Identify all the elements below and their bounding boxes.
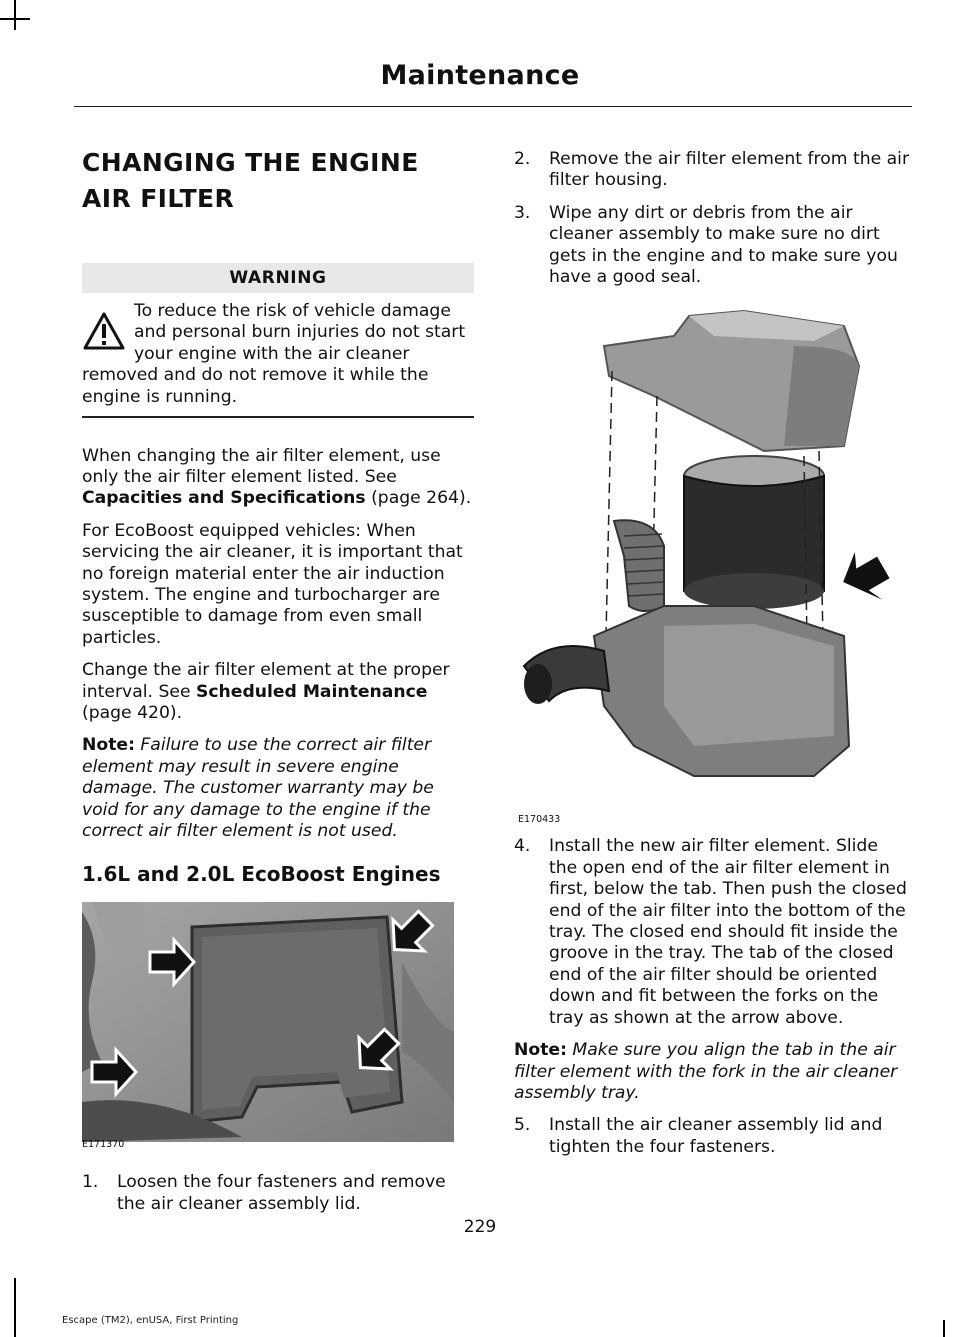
step-text: Loosen the four fasteners and remove the air cleaner assembly lid. <box>117 1172 446 1214</box>
step-number: 4. <box>514 836 531 857</box>
air-cleaner-illustration <box>514 306 910 806</box>
interval-suffix: (page 420). <box>82 703 183 723</box>
page-number: 229 <box>463 1217 497 1237</box>
step-item <box>514 203 910 289</box>
crop-mark-bottom-left-v <box>14 1278 16 1337</box>
right-column <box>514 145 910 1158</box>
footer-text: Escape (TM2), enUSA, First Printing <box>62 1315 239 1326</box>
crop-mark-top-left-v <box>14 0 16 30</box>
step-number: 2. <box>514 149 531 169</box>
crop-mark-top-left-h <box>0 18 30 20</box>
header-divider <box>74 106 912 107</box>
step-number: 3. <box>514 202 531 223</box>
figure-air-cleaner-exploded <box>514 306 910 826</box>
page-header-title: Maintenance <box>380 60 580 91</box>
warning-text: To reduce the risk of vehicle damage and personal burn injuries do not start your engine with the air cleaner removed and do not remove it while the engine is running. <box>82 301 466 407</box>
warning-divider <box>82 416 474 418</box>
note-text: Make sure you align the tab in the air filter element with the fork in the air cleaner assembly tray. <box>514 1040 898 1103</box>
scheduled-maintenance-link[interactable]: Scheduled Maintenance <box>195 681 428 702</box>
figure-id: E170433 <box>518 814 561 826</box>
step-text: Install the air cleaner assembly lid and tighten the four fasteners. <box>549 1115 883 1157</box>
interval-paragraph <box>82 660 474 724</box>
crop-mark-bottom-right-v <box>943 1320 945 1337</box>
figure-id: E171370 <box>82 1139 125 1151</box>
engine-subheading: 1.6L and 2.0L EcoBoost Engines <box>82 862 441 887</box>
intro-suffix: (page 264). <box>365 488 472 509</box>
step-number: 1. <box>82 1172 99 1193</box>
engine-bay-illustration <box>82 902 454 1142</box>
capacities-link[interactable]: Capacities and Specifications <box>82 488 366 509</box>
step-text: Remove the air filter element from the air filter housing. <box>549 149 910 191</box>
step-text: Install the new air filter element. Slide the open end of the air filter element in first, below the tab. Then push the closed end of the air filter into the bottom of the tray. The closed end should fit inside the groove in the tray. The tab of the closed end of the air filter should be oriented down and fit between the forks on the tray as shown at the arrow above. <box>549 836 907 1028</box>
step-item <box>82 1172 474 1215</box>
section-title: CHANGING THE ENGINE AIR FILTER <box>82 148 419 213</box>
step-text: Wipe any dirt or debris from the air cleaner assembly to make sure no dirt gets in the engine and to make sure you have a good seal. <box>549 202 898 288</box>
steps-list-left <box>82 1172 474 1215</box>
step-item <box>514 1115 910 1158</box>
left-column <box>82 145 474 1215</box>
intro-text: When changing the air filter element, use only the air filter element listed. See <box>82 445 441 487</box>
steps-list-right-2 <box>514 836 910 1029</box>
ecoboost-paragraph: For EcoBoost equipped vehicles: When servicing the air cleaner, it is important that no foreign material enter the air induction system. The engine and turbocharger are susceptible to damage from even small particles. <box>82 520 463 648</box>
figure-engine-bay <box>82 902 454 1152</box>
intro-paragraph <box>82 446 474 510</box>
steps-list-right <box>514 149 910 288</box>
note-label: Note: <box>514 1040 567 1061</box>
step-number: 5. <box>514 1115 531 1136</box>
note-text: Failure to use the correct air filter element may result in severe engine damage. The customer warranty may be void for any damage to the engine if the correct air filter element is not used. <box>82 735 434 842</box>
step-item <box>514 836 910 1029</box>
warning-block <box>82 301 474 408</box>
interval-text: Change the air filter element at the proper interval. See <box>82 660 450 702</box>
note-label: Note: <box>82 735 135 756</box>
warning-header: WARNING <box>82 263 474 293</box>
step-item <box>514 149 910 192</box>
note-paragraph-2 <box>514 1040 910 1104</box>
warning-triangle-icon <box>82 307 126 355</box>
steps-list-right-3 <box>514 1115 910 1158</box>
note-paragraph-1 <box>82 735 474 842</box>
